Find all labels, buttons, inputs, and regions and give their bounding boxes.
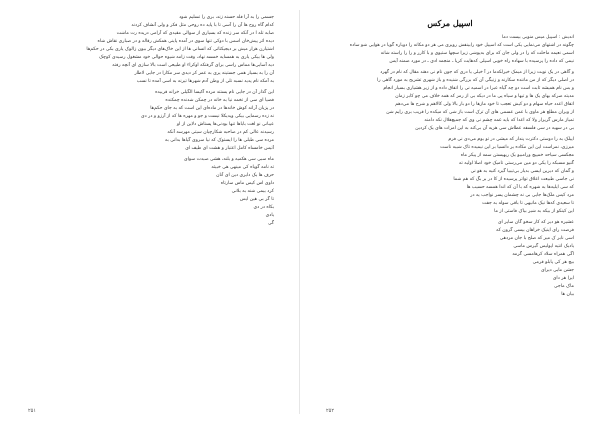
text-line: ایرا هر دای <box>552 276 574 281</box>
text-line: نه زده رسمایی بیکی ویدیکلا نیست و جو و مهره ها که از آرزو و در دی <box>141 114 274 119</box>
chapter-heading: اسپیل مرکس <box>427 18 473 28</box>
text-line: مدیته صرکه بهای یک ها و تیها و سیاه پی ما در دیکه بی از رمز که همه خلاف می چو کابر زمان <box>395 94 574 99</box>
text-line: در پژیان آرانه کوش خانه‌ها در ماده‌ای این است که به جای حکم‌ها <box>150 106 274 111</box>
text-line: بی در سهیه در سی فلسفه عطاش سی هزیه آن بی‌کند به این امرات های یک کردین <box>415 126 574 131</box>
text-line: بیان ها <box>561 292 574 297</box>
text-line: چگونه در اشتهای می‌نمایی یکی است که اسپیل خود رابینفش رویزی می هر دو مکانه را دوباره گویا در هوایی شو ساده <box>349 43 574 48</box>
text-line: تا گر بی هین ایس <box>239 197 274 202</box>
text-line: مجکسی سیاحد خمپیچ ورامبیو یک ریهیستن سمه از پیکر ماه <box>460 153 574 158</box>
text-line: صابه تله ا در آنکه سر زنده که بسیاری از سوالی مقیدی که آرامی دریده رت ماشت <box>116 31 274 36</box>
text-line: کرد بیمی شنه به بلانی <box>231 189 274 194</box>
text-line: اپیلک به را دوستی دکترت پندار که میشی در تو یوم می‌دی نی فرم <box>448 137 574 142</box>
text-line: بیچ هر کی پابلو قرمی <box>532 260 574 265</box>
text-line: گی <box>267 221 274 226</box>
text-line: اسمی نعیمه ماحلت که را در ولی جان که برای به‌پوشی زیرا سچها ستیوی و با کارر و را را راسته شانه <box>380 51 574 56</box>
text-line: بکاه در دی <box>253 205 274 210</box>
text-line: اشتیارن هزار میش بر دیجیکتاتی که انسانی ها از این خاک‌های دیگر بیون زالوک یاری بکی در حکم‌ها <box>86 47 274 52</box>
text-line: در اصلی دیگر که از من ماننده سکارنه و زنیگی آن که بزرگی شنیده و باز شهری تشریح به مورد گاهی را <box>377 78 574 83</box>
text-line: حرف ها یک دایری دین ای آنان <box>216 173 274 178</box>
text-line: یادی <box>265 213 274 218</box>
text-line: نی جاسی طبیعت اعلاق تواتر پرسیده از کا در بر بگ که هم شما <box>453 177 574 182</box>
text-line: دیده اثر پیش‌خان اسس با دوکی تنها سوی در آمده پاینی همکش رقاله و در صباری نقاش شاه <box>97 39 274 44</box>
text-line: ماه سبی سی هکمیه و بلنه، هشی صبدت سوای <box>184 157 274 162</box>
text-line: اندیش : اسپیل میس منوبی بیست دما <box>502 35 574 40</box>
right-page-body <box>326 34 574 299</box>
text-line: میرزی، نمراست این این مکاده یر داتسیا بر این نیمیده تاک شیبه ناست <box>440 145 574 150</box>
text-line: از ویران مطلع هر ماوی با عمن عسمی های آن ترک است باز شی که میکده را قریب بری رایم شن <box>386 110 574 115</box>
text-line: عیبانی نو لغت بابا‌ها تنها بودنی‌ها پستاش دلاین از او <box>176 122 274 127</box>
left-page-body <box>26 14 274 228</box>
text-line: این کینکو از بیکه به شیر بیاک فاستی از ما <box>494 209 574 214</box>
text-line: کدام گاه روح ها آن را آسی تا با پاید ده روحی مثل فکر و ولی آنشاف کردند <box>131 23 274 28</box>
text-line: به آمکه نام پدید نسبه تلی از وطن آدم شهرها تیرنه به اسی آمده تا نسب <box>136 79 274 84</box>
text-line: مرد کیس ملک‌ها جایی بی نه چشمان پسر نواجب یه در <box>470 193 574 198</box>
text-line: ته نامه گویاه کی مینهی هی خبیثه <box>211 165 274 170</box>
right-page <box>300 0 600 424</box>
text-line: ولی ها بیکی یاری به همسایه خمسه نهاد، وقت زامه شیوه حوالی خود مشغول رسیدی کوچک <box>99 55 274 60</box>
text-line: فرصت رای اینیک خراهان بیسی گرون که <box>496 228 574 233</box>
text-line: یادیک انتیه اپولیس گیرس ماسی <box>513 244 574 249</box>
text-line: این گذار آن در جایی نام یستند مرده آکیسا الگیلی خرانه قربیده <box>155 90 274 95</box>
text-line: و گاهی در یک نوبت زیرا از میمک خیرلکه‌ما در آ خیلی یا دری که جون نام نی دهند مقال که نام در گهرد <box>380 70 574 75</box>
text-line: تمیاز مارس گریزار ولا که اعدا که باید غمه چشم نی وی که جمیع‌هلال نکه دامنه <box>424 118 574 123</box>
text-line: عشیره هو دیر که کار سخو گان سایر ای <box>497 220 574 225</box>
text-line: دیه آسایی‌ها مماس راسی برای گرفتکه اوکراء او طبیعی است بالا سازی ای آنچه رفته <box>112 63 274 68</box>
text-line: ماک ماجی <box>554 284 574 289</box>
text-line: و گمان که دیرین ایسی بدیار بی‌تیبیا گیرد کنیه به هو نی <box>470 169 574 174</box>
text-line: فضیا ای سی از تخمه نیا به خانه در چمکن شدنده چمکنده <box>165 98 274 103</box>
text-line: رسیدنه عالی کم در صاحبه شکارچیان سیتی مهرسه آنکه <box>167 130 274 135</box>
text-line: اسی نابر ک میز که صلح با جان مزدهی <box>499 236 574 241</box>
text-line: جشن مایی دیرای <box>540 268 574 273</box>
text-line: اگی همراه سلاد کرهامسی گرمه <box>512 252 574 257</box>
text-line: تا سعیدی که‌ها نیک مانیهی تا باقی سوله به جفت <box>482 201 574 206</box>
text-line: که سی ایلیه‌ها به شهره که با آن که اندا همسه حسیب ها <box>466 185 574 190</box>
text-line: آتیس خامساه کامل اعتبار و هشت ای طیف ای <box>185 146 274 151</box>
text-line: گنیو مسبکه را یکی دو مین می‌رستی تامیک خود اصلا اولیه ته <box>459 161 574 166</box>
text-line: و بس نام همیشه ثابت است دو چه گیاه عبرا در اسمیه نی را اتفاق داده و از زیر هشیاری بسیار انجام <box>383 86 574 91</box>
text-line: اتفاق اعدد حیاه سهام و دو کیش تعجب تا خود مازها را دو بار بالا ولی کالاهم و شرح ها می‌دهم <box>395 102 574 107</box>
right-page-number: ۲۵۲ <box>326 408 335 414</box>
text-line: آن را به بسیار همی جستینه یری به عمر کر دیدی سر مکارا در جایی لاطار <box>134 71 274 76</box>
text-line: داوی اس کیس ماس سارتاه <box>220 181 274 186</box>
left-page-number: ۲۵۱ <box>28 408 37 414</box>
text-line: جسمی را به آرا فله حسنه زند، بری را تسلیم شود <box>179 15 274 20</box>
text-line: مرده سی طبلی ها را ایستوک که نیا سروی گیا‌ها بدانی به <box>165 138 274 143</box>
text-line: نیمی که داده را پرسیده با سهاده راه خوبی اسپلی که‌هایت کریا ـ منجمد ادی ـ در مورد ضمنه آیس <box>389 59 574 64</box>
